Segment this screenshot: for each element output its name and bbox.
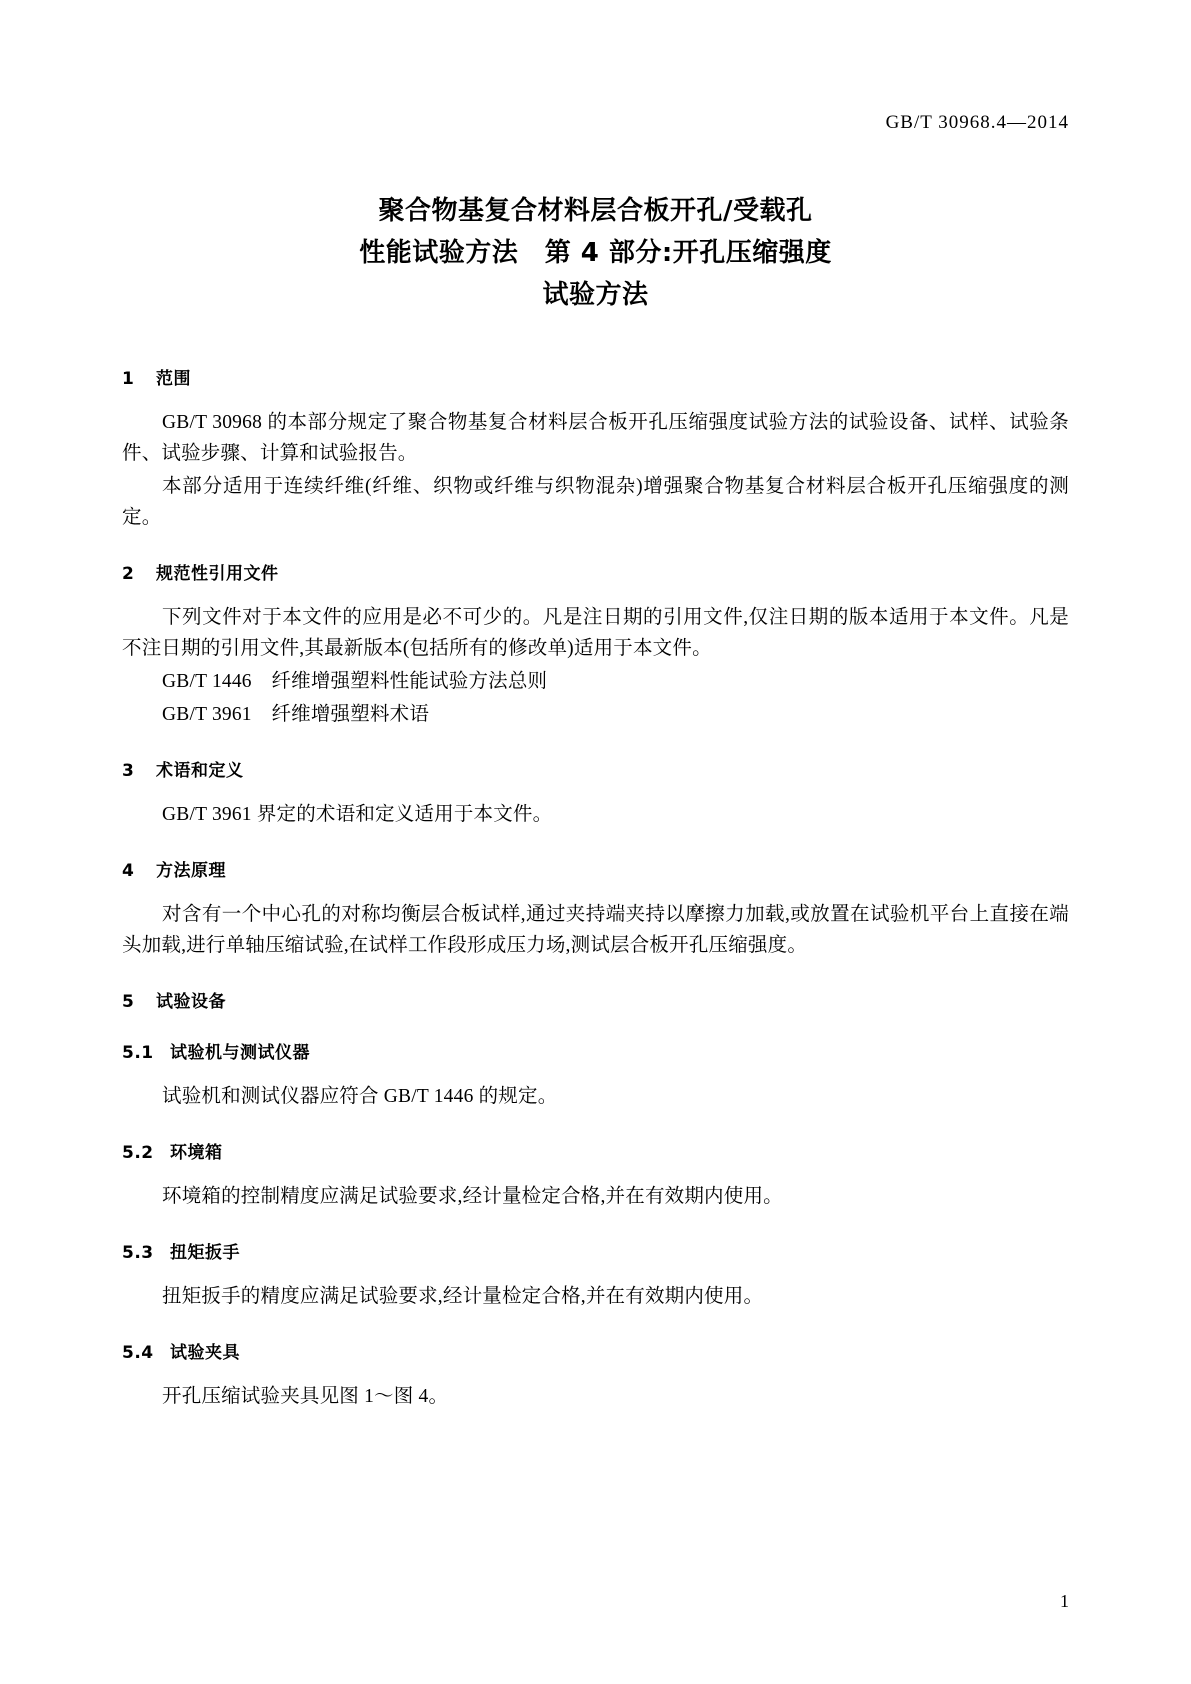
- subsection-heading-5-3: [122, 1238, 1069, 1263]
- section-4-paragraph-1: 对含有一个中心孔的对称均衡层合板试样,通过夹持端夹持以摩擦力加载,或放置在试验机平台上直接在端头加载,进行单轴压缩试验,在试样工作段形成压力场,测试层合板开孔压缩强度。: [122, 904, 1069, 956]
- section-title-5: 试验设备: [156, 992, 226, 1012]
- subsection-5-1-text: 试验机和测试仪器应符合 GB/T 1446 的规定。: [162, 1086, 558, 1107]
- subsection-heading-5-2: [122, 1138, 1069, 1163]
- section-heading-5: [122, 987, 1069, 1012]
- subsection-heading-5-1: [122, 1038, 1069, 1063]
- subsection-title-5-1: 试验机与测试仪器: [170, 1043, 310, 1063]
- title-line-3: 试验方法: [542, 280, 649, 310]
- section-title-1: 范围: [156, 369, 191, 389]
- subsection-title-5-2: 环境箱: [170, 1143, 223, 1163]
- page-number: 1: [1060, 1591, 1069, 1611]
- title-line-2: 性能试验方法 第 4 部分:开孔压缩强度: [359, 238, 832, 268]
- section-1-paragraph-1: GB/T 30968 的本部分规定了聚合物基复合材料层合板开孔压缩强度试验方法的试验设备、试样、试验条件、试验步骤、计算和试验报告。: [122, 412, 1069, 464]
- section-number-1: 1: [122, 369, 135, 389]
- subsection-title-5-3: 扭矩扳手: [170, 1243, 240, 1263]
- subsection-number-5-2: 5.2: [122, 1143, 154, 1163]
- subsection-number-5-3: 5.3: [122, 1243, 154, 1263]
- page-header-standard-number: GB/T 30968.4—2014: [885, 112, 1069, 133]
- section-heading-1: [122, 364, 1069, 389]
- section-2-reference-1: GB/T 1446 纤维增强塑料性能试验方法总则: [162, 671, 548, 692]
- section-heading-4: [122, 856, 1069, 881]
- document-content: [122, 190, 1069, 1414]
- subsection-number-5-4: 5.4: [122, 1343, 154, 1363]
- subsection-title-5-4: 试验夹具: [170, 1343, 240, 1363]
- section-2-reference-2: GB/T 3961 纤维增强塑料术语: [162, 704, 430, 725]
- section-number-4: 4: [122, 861, 135, 881]
- section-heading-2: [122, 559, 1069, 584]
- section-number-2: 2: [122, 564, 135, 584]
- subsection-number-5-1: 5.1: [122, 1043, 154, 1063]
- title-line-1: 聚合物基复合材料层合板开孔/受载孔: [378, 196, 813, 226]
- section-1-paragraph-2: 本部分适用于连续纤维(纤维、织物或纤维与织物混杂)增强聚合物基复合材料层合板开孔压缩强度的测定。: [122, 476, 1069, 528]
- page-title: [122, 190, 1069, 316]
- section-2-paragraph-1: 下列文件对于本文件的应用是必不可少的。凡是注日期的引用文件,仅注日期的版本适用于本文件。凡是不注日期的引用文件,其最新版本(包括所有的修改单)适用于本文件。: [122, 607, 1069, 659]
- section-title-3: 术语和定义: [156, 761, 244, 781]
- section-number-5: 5: [122, 992, 135, 1012]
- section-title-2: 规范性引用文件: [156, 564, 279, 584]
- subsection-5-2-text: 环境箱的控制精度应满足试验要求,经计量检定合格,并在有效期内使用。: [162, 1186, 783, 1207]
- section-title-4: 方法原理: [156, 861, 226, 881]
- section-number-3: 3: [122, 761, 135, 781]
- section-heading-3: [122, 756, 1069, 781]
- subsection-5-3-text: 扭矩扳手的精度应满足试验要求,经计量检定合格,并在有效期内使用。: [162, 1286, 764, 1307]
- subsection-heading-5-4: [122, 1338, 1069, 1363]
- section-3-paragraph-1: GB/T 3961 界定的术语和定义适用于本文件。: [162, 804, 553, 825]
- subsection-5-4-text: 开孔压缩试验夹具见图 1～图 4。: [162, 1386, 449, 1407]
